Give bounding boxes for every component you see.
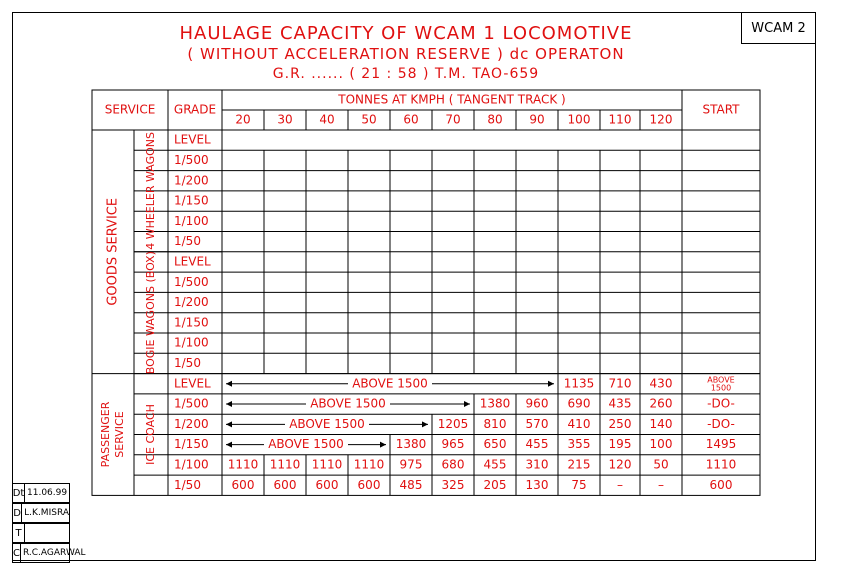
haulage-value: 215: [567, 457, 591, 472]
signoff-row: [12, 503, 70, 523]
grade-label: 1/100: [174, 457, 209, 472]
grade-label: 1/50: [174, 355, 201, 370]
speed-header: 100: [567, 112, 591, 127]
start-value: -DO-: [707, 416, 735, 431]
haulage-value: 75: [571, 477, 587, 492]
gear-ratio-line: G.R. ...... ( 21 : 58 ) T.M. TAO-659: [272, 66, 540, 82]
start-value: 1110: [705, 457, 737, 472]
arrow-head: [380, 442, 386, 448]
start-header: START: [702, 102, 740, 117]
above-1500-label: ABOVE 1500: [310, 396, 386, 411]
grade-label: 1/500: [174, 396, 209, 411]
haulage-value: 960: [525, 396, 549, 411]
service-header: SERVICE: [104, 102, 156, 117]
haulage-value: 205: [483, 477, 507, 492]
start-value: 1500: [710, 383, 732, 393]
haulage-value: 600: [231, 477, 255, 492]
arrow-head: [226, 442, 232, 448]
signoff-value: R.C.AGARWAL: [22, 548, 86, 558]
haulage-value: 260: [649, 396, 673, 411]
haulage-value: 50: [653, 457, 669, 472]
haulage-value: 325: [441, 477, 465, 492]
signoff-key: D: [13, 504, 22, 522]
start-value: 1495: [705, 437, 737, 452]
signoff-row: [12, 543, 86, 563]
wagon-group-label: 4 WHEELER WAGONS: [144, 132, 157, 250]
start-value: ABOVE: [707, 375, 735, 385]
sheet-number-badge: WCAM 2: [741, 12, 816, 44]
above-1500-label: ABOVE 1500: [289, 416, 365, 431]
haulage-value: 250: [608, 416, 632, 431]
speed-header: 60: [403, 112, 419, 127]
signoff-value: L.K.MISRA: [24, 508, 69, 518]
grade-label: 1/200: [174, 295, 209, 310]
signoff-row: [12, 523, 70, 543]
above-1500-label: ABOVE 1500: [352, 376, 428, 391]
grade-header: GRADE: [173, 102, 217, 117]
haulage-value: 140: [649, 416, 673, 431]
arrow-head: [422, 421, 428, 427]
haulage-value: 435: [608, 396, 632, 411]
haulage-value: 130: [525, 477, 549, 492]
arrow-head: [464, 401, 470, 407]
haulage-value: –: [658, 477, 664, 492]
haulage-value: 710: [608, 376, 632, 391]
speed-header: 110: [608, 112, 632, 127]
haulage-value: 455: [525, 437, 549, 452]
haulage-value: 600: [273, 477, 297, 492]
signoff-key: C: [13, 544, 21, 562]
passenger-service-label: SERVICE: [113, 411, 126, 458]
haulage-value: 1135: [563, 376, 595, 391]
wagon-group-label: BOGIE WAGONS (BOX): [144, 251, 157, 375]
haulage-value: 430: [649, 376, 673, 391]
haulage-value: 355: [567, 437, 591, 452]
speed-header: 20: [235, 112, 251, 127]
arrow-head: [226, 401, 232, 407]
speed-header: 40: [319, 112, 335, 127]
signoff-key: Dt: [13, 484, 25, 502]
grade-label: LEVEL: [174, 254, 211, 269]
haulage-value: 690: [567, 396, 591, 411]
grade-label: 1/200: [174, 416, 209, 431]
grade-label: 1/50: [174, 234, 201, 249]
haulage-value: 1110: [353, 457, 385, 472]
haulage-value: –: [617, 477, 623, 492]
above-1500-label: ABOVE 1500: [268, 437, 344, 452]
coach-group-label: ICE COACH: [144, 404, 157, 465]
haulage-value: 600: [315, 477, 339, 492]
haulage-value: 600: [357, 477, 381, 492]
page-title: HAULAGE CAPACITY OF WCAM 1 LOCOMOTIVE: [179, 23, 633, 44]
start-value: 600: [709, 477, 733, 492]
haulage-value: 1380: [395, 437, 427, 452]
grade-label: 1/500: [174, 274, 209, 289]
speed-header: 70: [445, 112, 461, 127]
grade-label: LEVEL: [174, 132, 211, 147]
haulage-value: 1110: [269, 457, 301, 472]
haulage-value: 485: [399, 477, 423, 492]
signoff-value: 11.06.99: [27, 488, 68, 498]
grade-label: 1/200: [174, 173, 209, 188]
grade-label: 1/100: [174, 335, 209, 350]
page-subtitle: ( WITHOUT ACCELERATION RESERVE ) dc OPERATON: [187, 45, 625, 63]
speed-header: 120: [649, 112, 673, 127]
haulage-value: 1110: [227, 457, 259, 472]
haulage-value: 810: [483, 416, 507, 431]
grade-label: LEVEL: [174, 376, 211, 391]
signoff-key: T: [13, 524, 25, 542]
grade-label: 1/150: [174, 315, 209, 330]
signoff-row: [12, 483, 70, 503]
arrow-head: [226, 381, 232, 387]
grade-label: 1/150: [174, 437, 209, 452]
haulage-value: 195: [608, 437, 632, 452]
grade-label: 1/50: [174, 477, 201, 492]
tonnes-header: TONNES AT KMPH ( TANGENT TRACK ): [338, 92, 566, 107]
speed-header: 50: [361, 112, 377, 127]
haulage-value: 975: [399, 457, 423, 472]
haulage-value: 455: [483, 457, 507, 472]
haulage-value: 310: [525, 457, 549, 472]
arrow-head: [548, 381, 554, 387]
haulage-value: 965: [441, 437, 465, 452]
haulage-value: 650: [483, 437, 507, 452]
grade-label: 1/100: [174, 213, 209, 228]
haulage-value: 570: [525, 416, 549, 431]
grade-label: 1/500: [174, 152, 209, 167]
haulage-value: 1205: [437, 416, 469, 431]
haulage-value: 120: [608, 457, 632, 472]
speed-header: 30: [277, 112, 293, 127]
haulage-value: 410: [567, 416, 591, 431]
haulage-value: 1110: [311, 457, 343, 472]
grade-label: 1/150: [174, 193, 209, 208]
haulage-value: 1380: [479, 396, 511, 411]
goods-service-label: GOODS SERVICE: [105, 197, 121, 306]
speed-header: 90: [529, 112, 545, 127]
haulage-value: 100: [649, 437, 673, 452]
haulage-value: 680: [441, 457, 465, 472]
arrow-head: [226, 421, 232, 427]
speed-header: 80: [487, 112, 503, 127]
start-value: -DO-: [707, 396, 735, 411]
passenger-service-label: PASSENGER: [99, 401, 112, 468]
